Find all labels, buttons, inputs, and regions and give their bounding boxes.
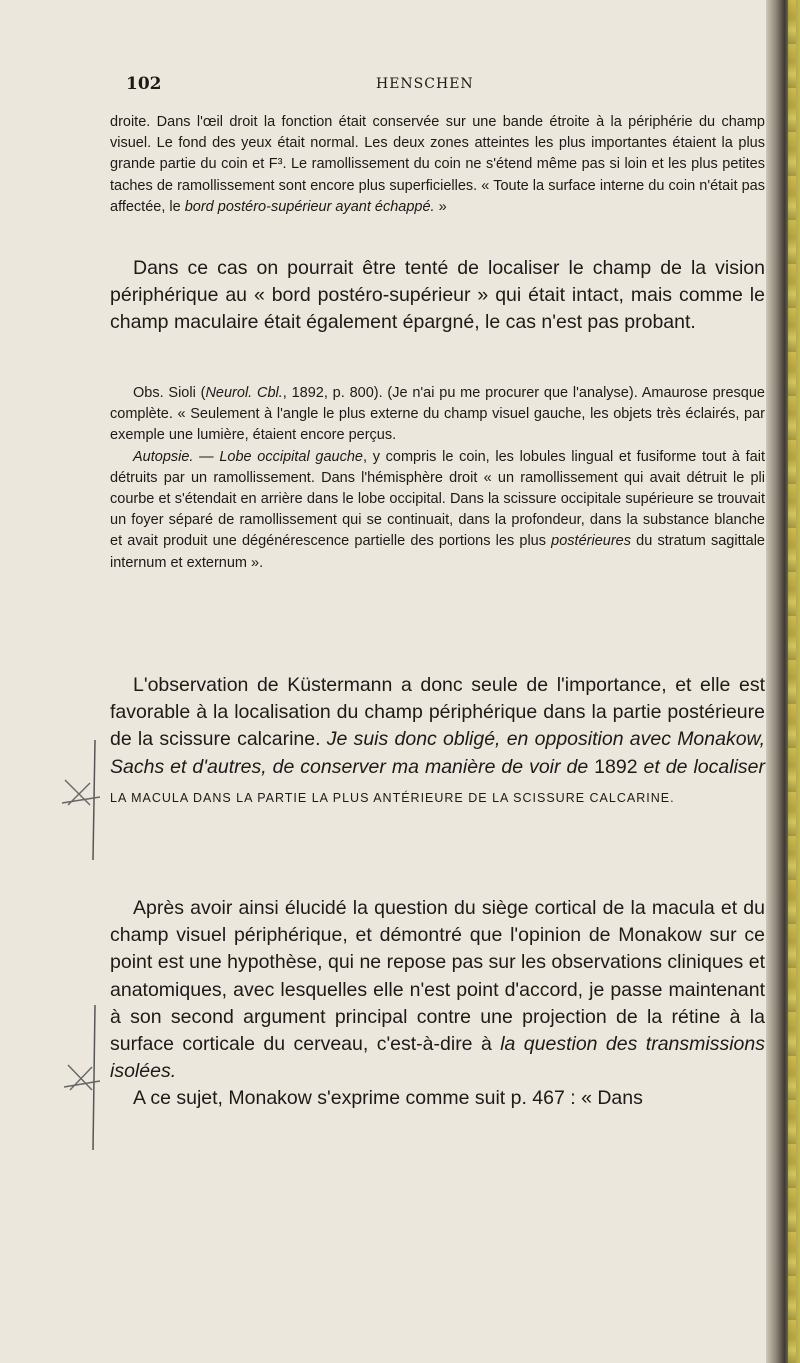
p4-text-b: du stratum sagittale internum et externum ». [110, 533, 765, 571]
paragraph-6 [110, 895, 765, 1113]
p1-text: droite. Dans l'œil droit la fonction était conservée sur une bande étroite à la périphérie du champ visuel. Le fond des yeux était normal. Les deux zones atteintes les plus importantes étaient la plus grande partie du coin et F³. Le ramollissement du coin ne s'étend même pas si loin et les plus petites taches de ramollissement sont encore plus superficielles. « Toute la surface interne du coin n'était pas affectée, le [110, 114, 765, 215]
running-head: HENSCHEN [376, 76, 474, 92]
p5-year: 1892 [594, 755, 638, 778]
paragraph-1 [110, 112, 765, 218]
p4-italic-1: Autopsie. — Lobe occipital gauche [133, 448, 363, 465]
p3-italic: Neurol. Cbl. [205, 385, 283, 401]
paragraph-3 [110, 383, 765, 574]
paragraph-2 [110, 255, 765, 337]
page-number: 102 [126, 74, 162, 94]
p3-text-b: , 1892, p. 800). (Je n'ai pu me procurer que l'analyse). Amaurose presque complète. « Seulement à l'angle le plus externe du champ visuel gauche, les objets très éclairés, par exemple une lumière, étaient encore perçus. [110, 385, 765, 444]
paragraph-5 [110, 672, 765, 812]
pencil-margin-mark-2 [60, 995, 105, 1155]
p5-italic-2: et de localiser [637, 755, 766, 778]
p4-italic-2: postérieures [551, 533, 631, 550]
p5-text: L'observation de Küstermann a donc seule de l'importance, et elle est favorable à la localisation du champ périphérique dans la partie postérieure de la scissure calcarine. [110, 674, 765, 751]
page-edge-strip [788, 0, 796, 1363]
p1-italic: bord postéro-supérieur ayant échappé. [184, 198, 435, 215]
p3-text-a: Obs. Sioli ( [133, 385, 206, 401]
pencil-margin-mark-1 [60, 735, 105, 865]
p5-italic: Je suis donc obligé, en opposition avec Monakow, Sachs et d'autres, de conserver ma manière de voir de [110, 728, 765, 778]
p6-italic: la question des transmissions isolées. [110, 1033, 765, 1083]
p1-end: » [434, 198, 447, 215]
p7-text: A ce sujet, Monakow s'exprime comme suit p. 467 : « Dans [133, 1087, 643, 1110]
p4-text-a: , y compris le coin, les lobules lingual et fusiforme tout à fait détruits par un ramollissement. Dans l'hémisphère droit « un ramollissement qui avait détruit le pli courbe et s'étendait en arrière dans le lobe occipital. Dans la scissure occipitale supérieure se trouvait un foyer séparé de ramollissement qui se continuait, dans la profondeur, dans la substance blanche et avait produit une dégénérescence partielle des portions les plus [110, 448, 765, 550]
p6-text: Après avoir ainsi élucidé la question du siège cortical de la macula et du champ visuel périphérique, et démontré que l'opinion de Monakow sur ce point est une hypothèse, qui ne repose pas sur les observations cliniques et anatomiques, avec lesquelles elle n'est point d'accord, je passe maintenant à son second argument principal contre une projection de la rétine à la surface corticale du cerveau, c'est-à-dire à [110, 897, 765, 1056]
page-header [0, 74, 770, 104]
p2-text: Dans ce cas on pourrait être tenté de localiser le champ de la vision périphérique au « bord postéro-supérieur » qui était intact, mais comme le champ maculaire était également épargné, le cas n'est pas probant. [110, 257, 765, 334]
p5-smallcaps: LA MACULA DANS LA PARTIE LA PLUS ANTÉRIEURE DE LA SCISSURE CALCARINE. [110, 790, 675, 805]
